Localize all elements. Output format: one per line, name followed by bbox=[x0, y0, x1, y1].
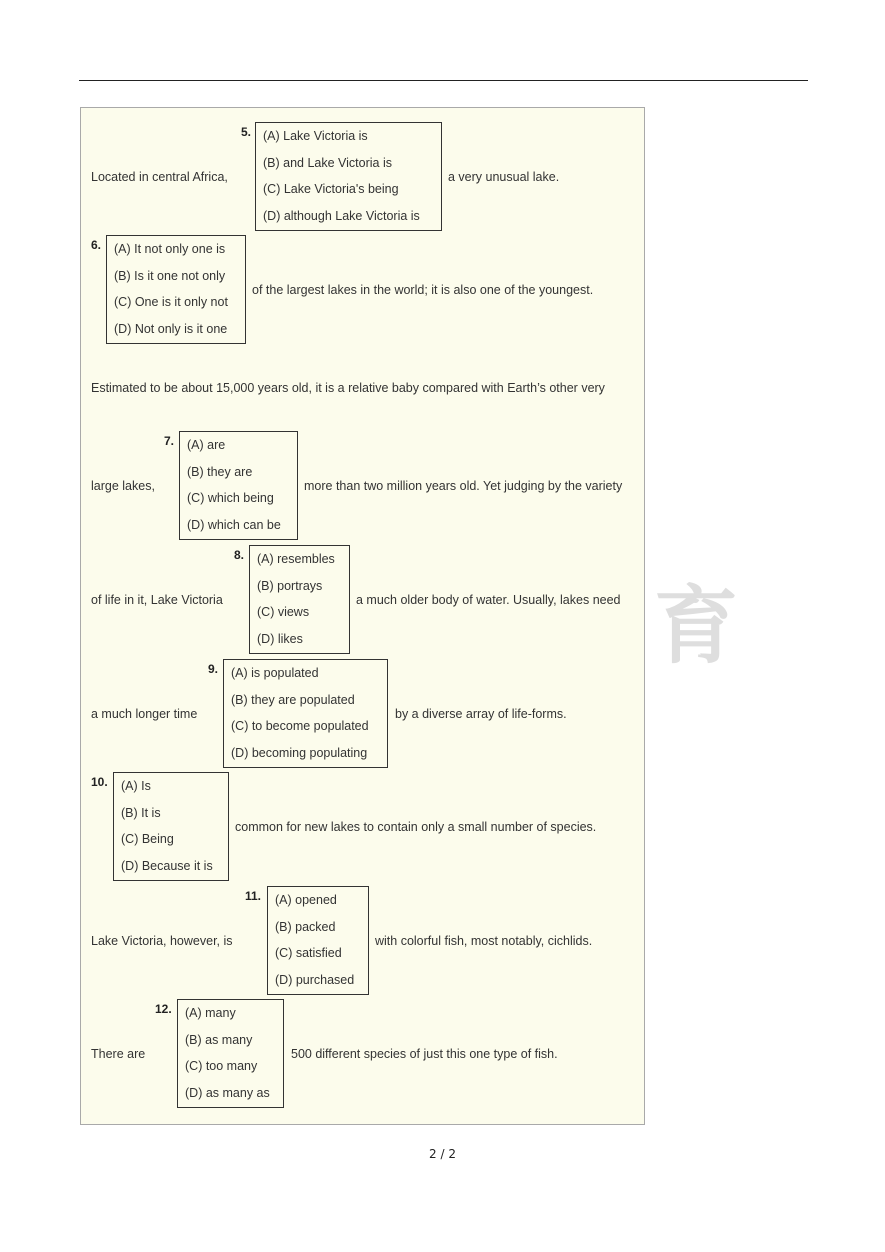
question-10-text-after: common for new lakes to contain only a small number of species. bbox=[235, 820, 597, 834]
question-7-option-c[interactable]: (C) which being bbox=[187, 491, 274, 506]
question-5-option-d[interactable]: (D) although Lake Victoria is bbox=[263, 209, 420, 224]
question-9-option-d[interactable]: (D) becoming populating bbox=[231, 746, 368, 761]
question-7-options bbox=[179, 431, 298, 540]
passage-paragraph: Estimated to be about 15,000 years old, it is a relative baby compared with Earth’s other very bbox=[91, 381, 605, 395]
question-9-text-before: a much longer time bbox=[91, 707, 198, 721]
question-7-text-before: large lakes, bbox=[91, 479, 155, 493]
question-7-text-after: more than two million years old. Yet judging by the variety bbox=[304, 479, 623, 493]
question-6-option-a[interactable]: (A) It not only one is bbox=[114, 242, 226, 256]
question-5-text-before: Located in central Africa, bbox=[91, 170, 228, 184]
question-number-10: 10. bbox=[91, 775, 108, 789]
question-number-12: 12. bbox=[155, 1002, 172, 1016]
question-8-text-before: of life in it, Lake Victoria bbox=[91, 593, 223, 607]
question-6-option-d[interactable]: (D) Not only is it one bbox=[114, 322, 228, 337]
question-9-option-b[interactable]: (B) they are populated bbox=[231, 692, 355, 707]
question-number-11: 11. bbox=[245, 889, 262, 903]
question-number-8: 8. bbox=[234, 548, 245, 562]
question-9-option-a[interactable]: (A) is populated bbox=[231, 666, 319, 680]
question-9-options bbox=[223, 659, 388, 768]
question-6-options bbox=[106, 235, 246, 344]
question-10-option-b[interactable]: (B) It is bbox=[121, 805, 161, 820]
question-5-options bbox=[255, 122, 442, 231]
question-10-options bbox=[113, 772, 229, 881]
question-11-text-after: with colorful fish, most notably, cichlids. bbox=[375, 934, 593, 948]
question-9-option-c[interactable]: (C) to become populated bbox=[231, 719, 369, 734]
question-11-option-a[interactable]: (A) opened bbox=[275, 893, 337, 907]
header-rule bbox=[79, 80, 808, 81]
page-number: 2 / 2 bbox=[429, 1147, 456, 1161]
question-5-option-a[interactable]: (A) Lake Victoria is bbox=[263, 129, 368, 143]
watermark: 育 bbox=[654, 577, 739, 675]
question-8-option-a[interactable]: (A) resembles bbox=[257, 552, 335, 566]
question-11-option-d[interactable]: (D) purchased bbox=[275, 973, 355, 988]
question-5-option-c[interactable]: (C) Lake Victoria's being bbox=[263, 182, 399, 197]
question-8-text-after: a much older body of water. Usually, lakes need bbox=[356, 593, 621, 607]
question-8-option-b[interactable]: (B) portrays bbox=[257, 578, 323, 593]
question-7-option-b[interactable]: (B) they are bbox=[187, 464, 253, 479]
question-12-text-after: 500 different species of just this one type of fish. bbox=[291, 1047, 558, 1061]
question-11-option-c[interactable]: (C) satisfied bbox=[275, 946, 342, 961]
question-12-options bbox=[177, 999, 284, 1108]
question-number-9: 9. bbox=[208, 662, 219, 676]
question-12-option-c[interactable]: (C) too many bbox=[185, 1059, 258, 1074]
question-12-text-before: There are bbox=[91, 1047, 146, 1061]
question-7-option-a[interactable]: (A) are bbox=[187, 438, 226, 452]
question-5-option-b[interactable]: (B) and Lake Victoria is bbox=[263, 155, 392, 170]
question-6-option-c[interactable]: (C) One is it only not bbox=[114, 295, 228, 310]
question-9-text-after: by a diverse array of life-forms. bbox=[395, 707, 567, 721]
question-5-text-after: a very unusual lake. bbox=[448, 170, 560, 184]
question-10-option-c[interactable]: (C) Being bbox=[121, 832, 174, 847]
question-6-option-b[interactable]: (B) Is it one not only bbox=[114, 268, 226, 283]
question-11-options bbox=[267, 886, 369, 995]
question-number-5: 5. bbox=[241, 125, 252, 139]
question-10-option-a[interactable]: (A) Is bbox=[121, 779, 151, 793]
question-10-option-d[interactable]: (D) Because it is bbox=[121, 859, 213, 874]
question-11-option-b[interactable]: (B) packed bbox=[275, 919, 336, 934]
question-12-option-b[interactable]: (B) as many bbox=[185, 1032, 253, 1047]
question-11-text-before: Lake Victoria, however, is bbox=[91, 934, 233, 948]
question-12-option-d[interactable]: (D) as many as bbox=[185, 1086, 270, 1101]
question-6-text-after: of the largest lakes in the world; it is also one of the youngest. bbox=[252, 283, 594, 297]
question-8-option-c[interactable]: (C) views bbox=[257, 605, 310, 620]
question-7-option-d[interactable]: (D) which can be bbox=[187, 518, 281, 533]
question-number-6: 6. bbox=[91, 238, 102, 252]
question-8-options bbox=[249, 545, 350, 654]
question-12-option-a[interactable]: (A) many bbox=[185, 1006, 236, 1020]
question-8-option-d[interactable]: (D) likes bbox=[257, 632, 303, 647]
question-number-7: 7. bbox=[164, 434, 175, 448]
question-panel bbox=[80, 107, 645, 1125]
